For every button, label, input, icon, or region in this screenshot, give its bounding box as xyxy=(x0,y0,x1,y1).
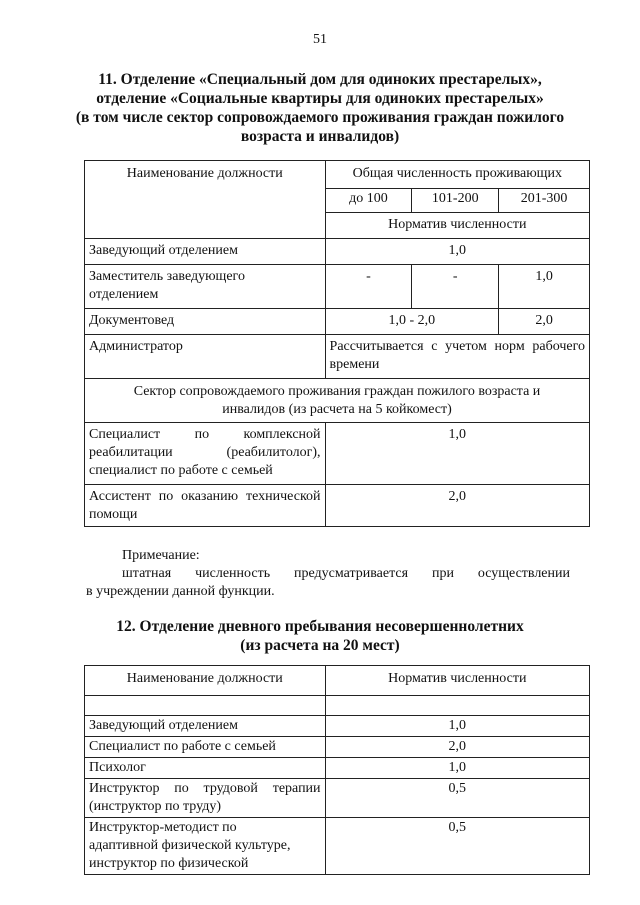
title-line: (из расчета на 20 мест) xyxy=(240,637,400,654)
row-label xyxy=(85,716,326,737)
table-row xyxy=(85,265,590,309)
row-value: 0,5 xyxy=(325,818,589,875)
table-row xyxy=(85,818,590,875)
title-line: 11. Отделение «Специальный дом для одиноких престарелых», xyxy=(98,71,542,88)
note-line: в учреждении данной функции. xyxy=(86,584,275,599)
row-label xyxy=(85,779,326,818)
section-11-title xyxy=(60,70,580,146)
label-line: реабилитации (реабилитолог), xyxy=(89,445,321,460)
row-value: - xyxy=(325,265,412,309)
label-line: Специалист по работе с семьей xyxy=(89,739,276,754)
row-value xyxy=(325,335,589,379)
page-number: 51 xyxy=(313,32,327,47)
label-line: Инструктор-методист по xyxy=(89,820,237,835)
label-line: (инструктор по труду) xyxy=(89,799,222,814)
header-norm: Норматив численности xyxy=(325,666,589,696)
row-value: 2,0 xyxy=(325,737,589,758)
note-line-text: штатная численность предусматривается при осуществлении xyxy=(122,566,570,581)
row-label xyxy=(85,818,326,875)
row-value: 1,0 xyxy=(325,423,589,485)
title-line: отделение «Социальные квартиры для одиноких престарелых» xyxy=(96,90,544,107)
label-line: адаптивной физической культуре, xyxy=(89,838,291,853)
row-label: Заведующий отделением xyxy=(85,239,326,265)
row-value: 1,0 xyxy=(325,239,589,265)
row-label xyxy=(85,758,326,779)
table-row xyxy=(85,758,590,779)
row-label: Документовед xyxy=(85,309,326,335)
value-line: Рассчитывается с учетом норм рабочего xyxy=(329,339,585,354)
table-row xyxy=(85,716,590,737)
label-line: Заведующий отделением xyxy=(89,718,238,733)
table-row xyxy=(85,485,590,527)
label-line: специалист по работе с семьей xyxy=(89,463,273,478)
table-row xyxy=(85,239,590,265)
table-row xyxy=(85,309,590,335)
note-line xyxy=(86,565,570,583)
title-line: (в том числе сектор сопровождаемого проживания граждан пожилого xyxy=(75,109,565,126)
row-label xyxy=(85,485,326,527)
header-range-2: 101-200 xyxy=(412,189,499,213)
row-label xyxy=(85,737,326,758)
note-heading: Примечание: xyxy=(122,548,200,563)
label-line: инструктор по физической xyxy=(89,856,249,871)
row-value: 2,0 xyxy=(325,485,589,527)
row-label: Администратор xyxy=(85,335,326,379)
label-line: отделением xyxy=(89,287,159,302)
header-position: Наименование должности xyxy=(85,666,326,696)
table-row xyxy=(85,335,590,379)
row-value: 0,5 xyxy=(325,779,589,818)
sector-row xyxy=(85,379,590,423)
row-value: 1,0 xyxy=(325,758,589,779)
row-value: 2,0 xyxy=(499,309,590,335)
sector-line: Сектор сопровождаемого проживания граждан пожилого возраста и xyxy=(133,384,541,399)
table-row xyxy=(85,737,590,758)
spacer-cell xyxy=(325,696,589,716)
spacer-cell xyxy=(85,696,326,716)
row-value: 1,0 - 2,0 xyxy=(325,309,499,335)
label-line: Специалист по комплексной xyxy=(89,427,321,442)
row-value: 1,0 xyxy=(325,716,589,737)
sector-line: инвалидов (из расчета на 5 койкомест) xyxy=(222,402,452,417)
sector-heading xyxy=(85,379,590,423)
header-norm: Норматив численности xyxy=(325,213,589,239)
label-line: Инструктор по трудовой терапии xyxy=(89,781,321,796)
header-range-3: 201-300 xyxy=(499,189,590,213)
table-body xyxy=(85,716,590,875)
label-line: помощи xyxy=(89,507,138,522)
row-label xyxy=(85,265,326,309)
staffing-table-11 xyxy=(84,160,590,527)
note-text xyxy=(86,565,570,601)
row-value: 1,0 xyxy=(499,265,590,309)
header-total-residents: Общая численность проживающих xyxy=(325,161,589,189)
title-line: 12. Отделение дневного пребывания несовершеннолетних xyxy=(116,618,524,635)
staffing-table-12 xyxy=(84,665,590,875)
header-range-1: до 100 xyxy=(325,189,412,213)
title-line: возраста и инвалидов) xyxy=(240,128,400,145)
label-line: Заместитель заведующего xyxy=(89,269,245,284)
table-row xyxy=(85,423,590,485)
table-row xyxy=(85,779,590,818)
section-12-title xyxy=(60,617,580,655)
row-value: - xyxy=(412,265,499,309)
header-position: Наименование должности xyxy=(85,161,326,239)
value-line: времени xyxy=(329,357,380,372)
label-line: Ассистент по оказанию технической xyxy=(89,489,321,504)
label-line: Психолог xyxy=(89,760,146,775)
row-label xyxy=(85,423,326,485)
